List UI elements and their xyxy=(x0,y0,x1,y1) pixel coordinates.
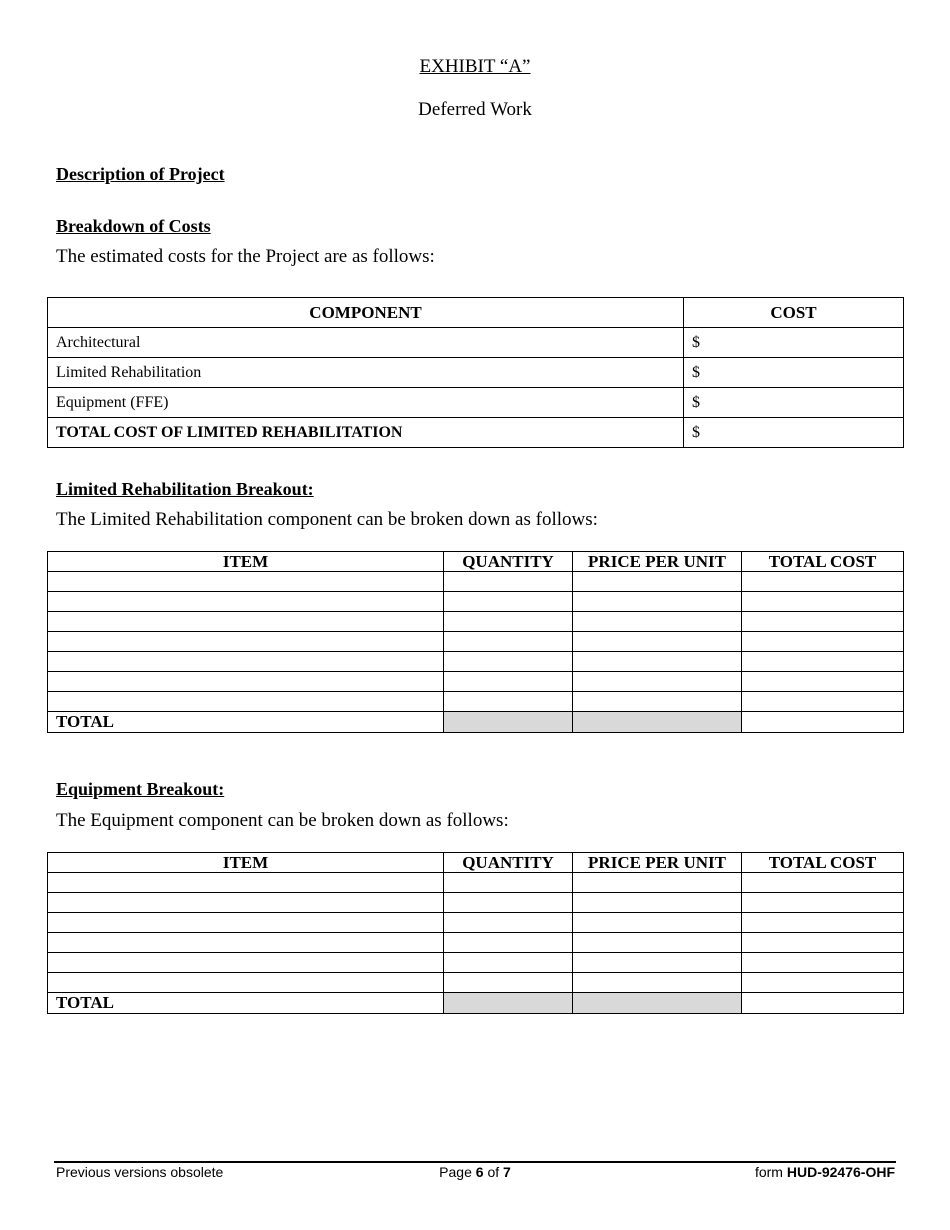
total-row xyxy=(48,993,904,1014)
item-cell[interactable] xyxy=(48,873,444,893)
form-number: HUD-92476-OHF xyxy=(786,1164,895,1180)
total-cell[interactable] xyxy=(742,652,904,672)
table-row xyxy=(48,328,904,358)
price-cell[interactable] xyxy=(573,913,742,933)
item-cell[interactable] xyxy=(48,672,444,692)
total-cell[interactable] xyxy=(742,572,904,592)
quantity-cell[interactable] xyxy=(444,953,573,973)
total-cell[interactable] xyxy=(742,672,904,692)
table-row xyxy=(48,612,904,632)
quantity-cell[interactable] xyxy=(444,572,573,592)
rehab-table xyxy=(47,551,904,733)
item-cell[interactable] xyxy=(48,572,444,592)
exhibit-title: EXHIBIT “A” xyxy=(419,56,531,77)
page-of: of xyxy=(487,1164,500,1180)
table-row xyxy=(48,672,904,692)
item-cell[interactable] xyxy=(48,933,444,953)
price-per-unit-header: PRICE PER UNIT xyxy=(573,853,742,873)
item-header: ITEM xyxy=(48,552,444,572)
table-row xyxy=(48,953,904,973)
total-cost-header: TOTAL COST xyxy=(742,552,904,572)
price-cell[interactable] xyxy=(573,612,742,632)
quantity-cell[interactable] xyxy=(444,873,573,893)
table-row xyxy=(48,893,904,913)
table-row xyxy=(48,913,904,933)
price-cell[interactable] xyxy=(573,592,742,612)
cost-table-header xyxy=(48,298,904,328)
total-cell[interactable] xyxy=(742,632,904,652)
cost-header: COST xyxy=(684,298,904,328)
quantity-cell[interactable] xyxy=(444,933,573,953)
item-cell[interactable] xyxy=(48,652,444,672)
item-cell[interactable] xyxy=(48,592,444,612)
quantity-cell[interactable] xyxy=(444,652,573,672)
cost-cell[interactable]: $ xyxy=(684,328,904,358)
cost-cell[interactable]: $ xyxy=(684,358,904,388)
equipment-table xyxy=(47,852,904,1014)
equipment-intro: The Equipment component can be broken down as follows: xyxy=(56,810,509,831)
grand-total-cell[interactable] xyxy=(742,993,904,1014)
total-row xyxy=(48,712,904,733)
page-current: 6 xyxy=(475,1164,484,1180)
component-header: COMPONENT xyxy=(48,298,684,328)
total-cell[interactable] xyxy=(742,692,904,712)
table-row xyxy=(48,873,904,893)
price-cell[interactable] xyxy=(573,973,742,993)
price-cell[interactable] xyxy=(573,632,742,652)
item-cell[interactable] xyxy=(48,953,444,973)
footer-divider xyxy=(54,1161,896,1163)
cost-cell[interactable]: $ xyxy=(684,388,904,418)
description-heading: Description of Project xyxy=(56,164,225,184)
quantity-cell[interactable] xyxy=(444,612,573,632)
item-header: ITEM xyxy=(48,853,444,873)
page-label: Page xyxy=(439,1164,472,1180)
total-cell[interactable] xyxy=(742,893,904,913)
quantity-header: QUANTITY xyxy=(444,552,573,572)
shaded-cell xyxy=(573,993,742,1014)
total-cell[interactable] xyxy=(742,953,904,973)
table-row xyxy=(48,692,904,712)
item-cell[interactable] xyxy=(48,632,444,652)
total-cell[interactable] xyxy=(742,913,904,933)
total-cost-header: TOTAL COST xyxy=(742,853,904,873)
table-row xyxy=(48,632,904,652)
table-row xyxy=(48,418,904,448)
equipment-table-header xyxy=(48,853,904,873)
component-cell: Equipment (FFE) xyxy=(48,388,684,418)
quantity-cell[interactable] xyxy=(444,632,573,652)
price-cell[interactable] xyxy=(573,572,742,592)
price-cell[interactable] xyxy=(573,893,742,913)
quantity-cell[interactable] xyxy=(444,913,573,933)
price-cell[interactable] xyxy=(573,933,742,953)
table-row xyxy=(48,592,904,612)
table-row xyxy=(48,652,904,672)
total-cell[interactable] xyxy=(742,612,904,632)
total-label: TOTAL xyxy=(48,712,444,733)
rehab-intro: The Limited Rehabilitation component can be broken down as follows: xyxy=(56,509,598,530)
item-cell[interactable] xyxy=(48,893,444,913)
quantity-cell[interactable] xyxy=(444,672,573,692)
quantity-cell[interactable] xyxy=(444,692,573,712)
footer-obsolete-note: Previous versions obsolete xyxy=(56,1164,224,1180)
page-total: 7 xyxy=(503,1164,511,1180)
quantity-cell[interactable] xyxy=(444,893,573,913)
table-row xyxy=(48,973,904,993)
price-cell[interactable] xyxy=(573,873,742,893)
breakdown-intro: The estimated costs for the Project are as follows: xyxy=(56,246,435,267)
cost-table xyxy=(47,297,904,448)
grand-total-cell[interactable] xyxy=(742,712,904,733)
shaded-cell xyxy=(573,712,742,733)
rehab-heading: Limited Rehabilitation Breakout: xyxy=(56,479,314,499)
table-row xyxy=(48,572,904,592)
table-row xyxy=(48,358,904,388)
item-cell[interactable] xyxy=(48,692,444,712)
total-label: TOTAL xyxy=(48,993,444,1014)
component-cell: Architectural xyxy=(48,328,684,358)
table-row xyxy=(48,933,904,953)
footer-form-id xyxy=(755,1164,895,1180)
price-cell[interactable] xyxy=(573,692,742,712)
component-cell: Limited Rehabilitation xyxy=(48,358,684,388)
component-cell: TOTAL COST OF LIMITED REHABILITATION xyxy=(48,418,684,448)
table-row xyxy=(48,388,904,418)
price-cell[interactable] xyxy=(573,672,742,692)
item-cell[interactable] xyxy=(48,913,444,933)
form-label: form xyxy=(754,1164,783,1180)
total-cell[interactable] xyxy=(742,873,904,893)
cost-cell[interactable]: $ xyxy=(684,418,904,448)
quantity-cell[interactable] xyxy=(444,973,573,993)
item-cell[interactable] xyxy=(48,612,444,632)
equipment-heading: Equipment Breakout: xyxy=(56,779,225,799)
price-cell[interactable] xyxy=(573,652,742,672)
quantity-cell[interactable] xyxy=(444,592,573,612)
rehab-table-header xyxy=(48,552,904,572)
exhibit-subtitle: Deferred Work xyxy=(418,99,532,120)
shaded-cell xyxy=(444,712,573,733)
item-cell[interactable] xyxy=(48,973,444,993)
price-cell[interactable] xyxy=(573,953,742,973)
breakdown-heading: Breakdown of Costs xyxy=(56,216,211,236)
price-per-unit-header: PRICE PER UNIT xyxy=(573,552,742,572)
total-cell[interactable] xyxy=(742,933,904,953)
total-cell[interactable] xyxy=(742,973,904,993)
quantity-header: QUANTITY xyxy=(444,853,573,873)
total-cell[interactable] xyxy=(742,592,904,612)
shaded-cell xyxy=(444,993,573,1014)
